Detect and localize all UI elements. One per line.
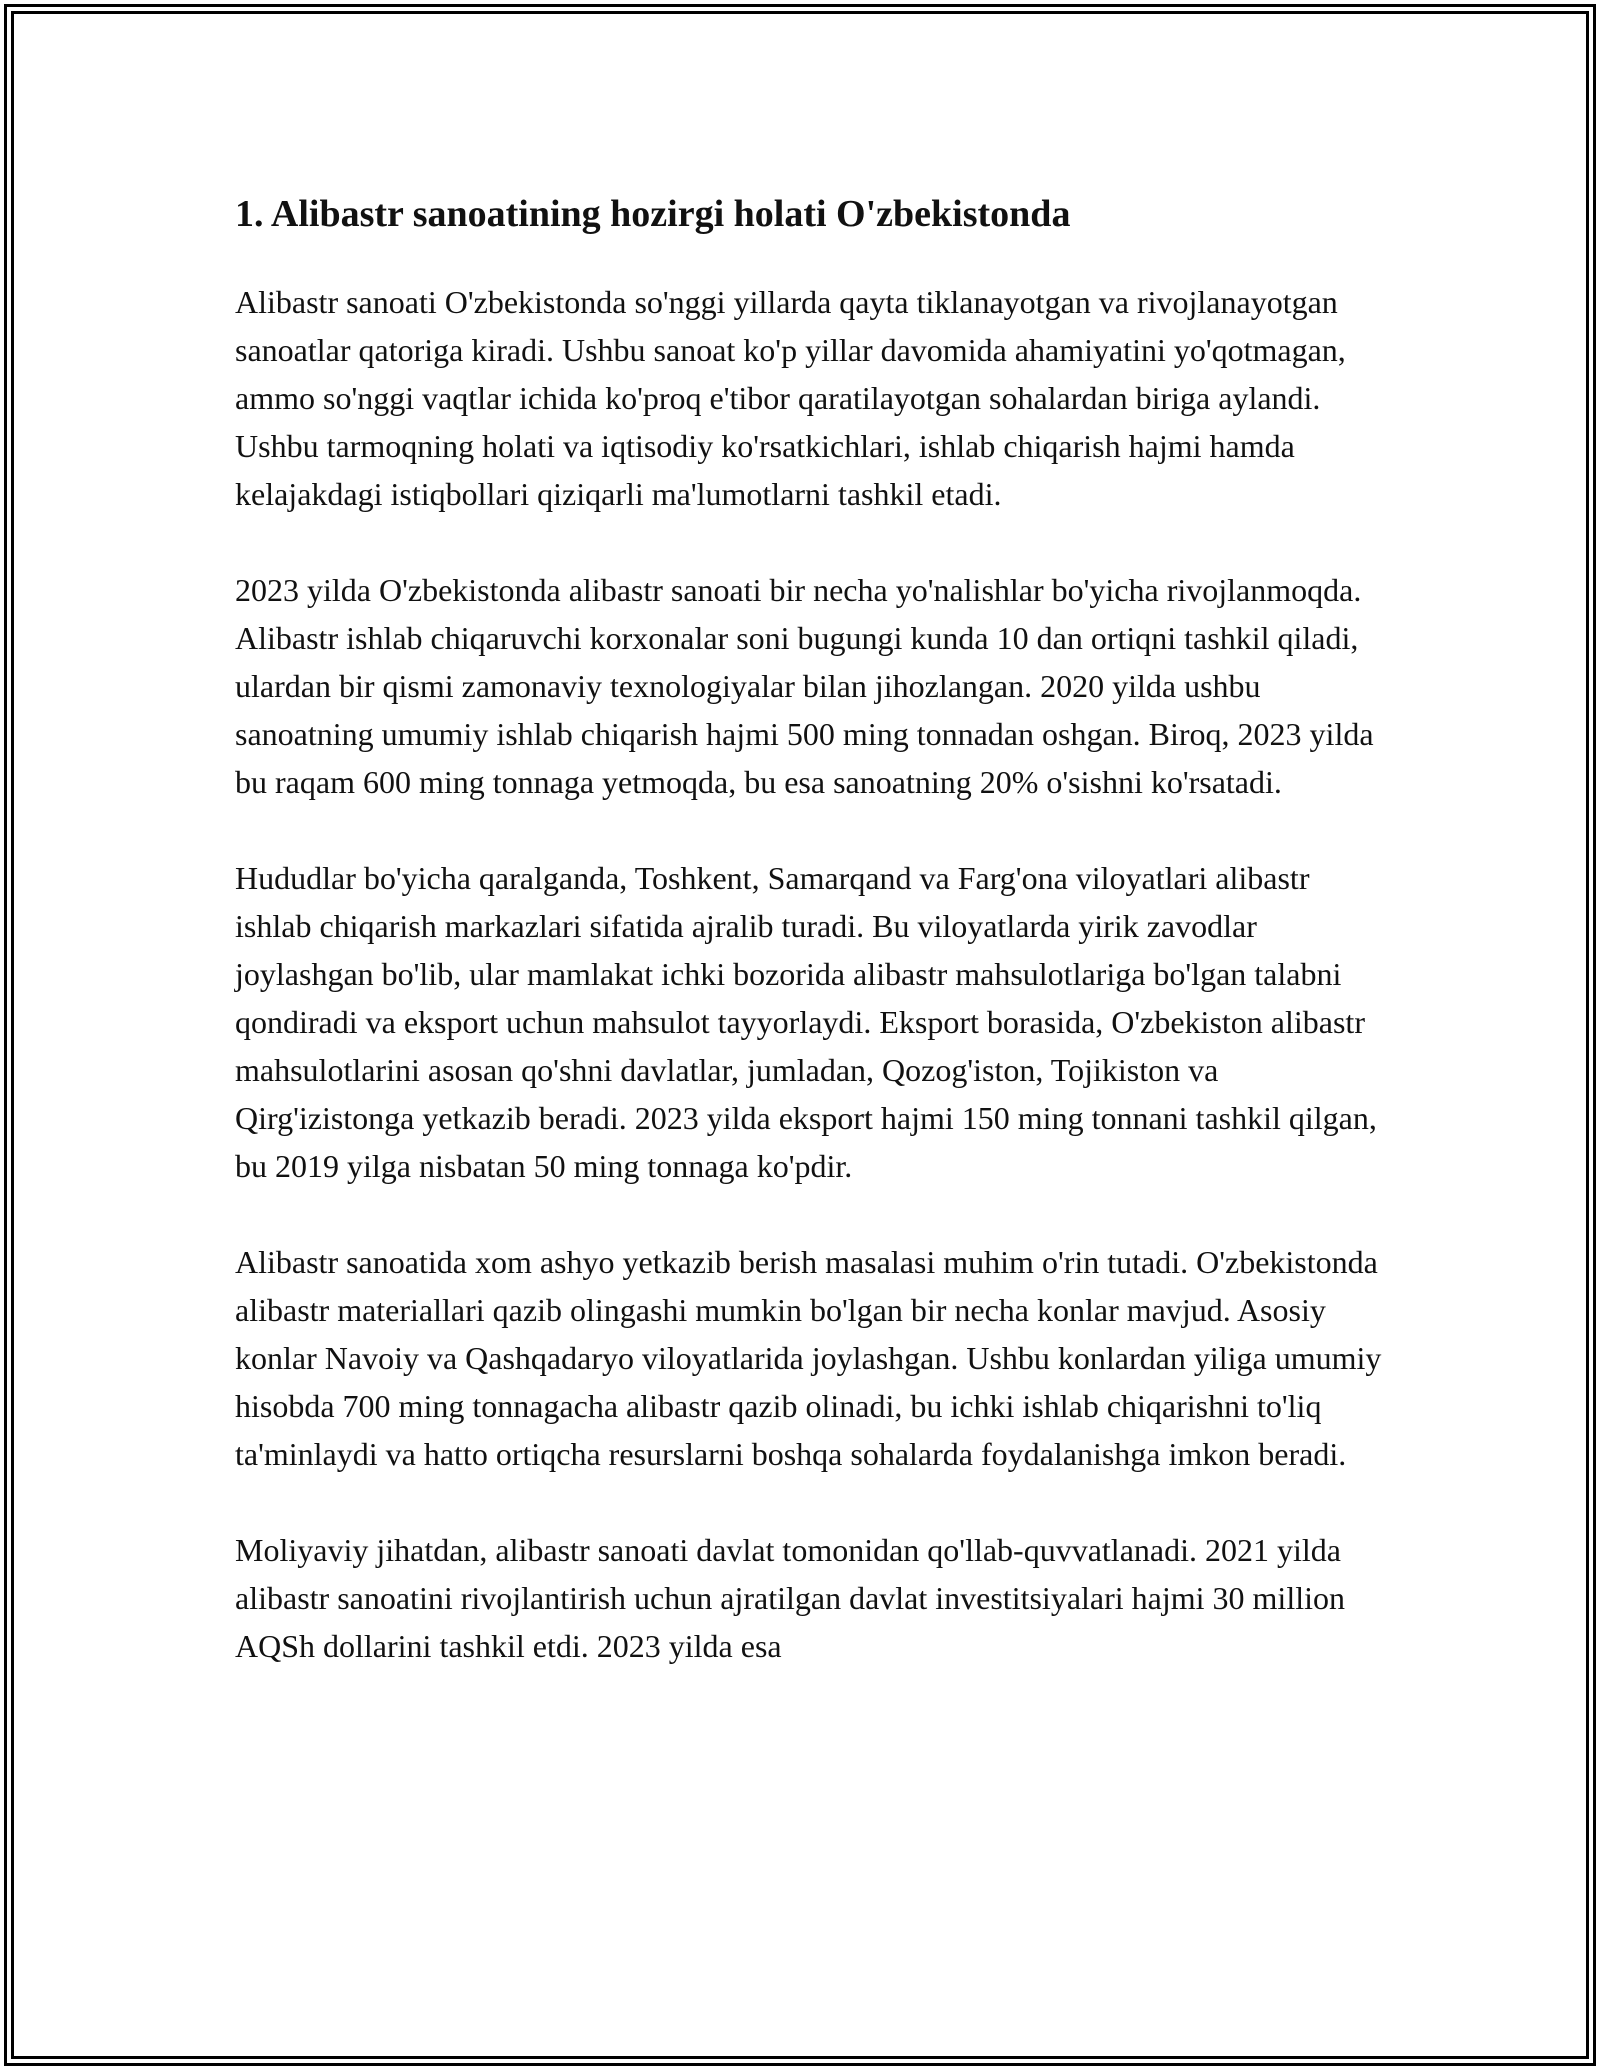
section-heading: 1. Alibastr sanoatining hozirgi holati O'zbekistonda [235,193,1071,235]
paragraph-5: Moliyaviy jihatdan, alibastr sanoati davlat tomonidan qo'llab-quvvatlanadi. 2021 yilda alibastr sanoatini rivojlantirish uchun ajratilgan davlat investitsiyalari hajmi 30 million AQSh dollarini tashkil etdi. 2023 yilda esa [235,1532,1345,1664]
paragraph-3: Hududlar bo'yicha qaralganda, Toshkent, Samarqand va Farg'ona viloyatlari alibastr ishlab chiqarish markazlari sifatida ajralib turadi. Bu viloyatlarda yirik zavodlar joylashgan bo'lib, ular mamlakat ichki bozorida alibastr mahsulotlariga bo'lgan talabni qondiradi va eksport uchun mahsulot tayyorlaydi. Eksport borasida, O'zbekiston alibastr mahsulotlarini asosan qo'shni davlatlar, jumladan, Qozog'iston, Tojikiston va Qirg'izistonga yetkazib beradi. 2023 yilda eksport hajmi 150 ming tonnani tashkil qilgan, bu 2019 yilga nisbatan 50 ming tonnaga ko'pdir. [235,860,1377,1184]
document-body [235,186,1385,1718]
paragraph-4: Alibastr sanoatida xom ashyo yetkazib berish masalasi muhim o'rin tutadi. O'zbekistonda alibastr materiallari qazib olingashi mumkin bo'lgan bir necha konlar mavjud. Asosiy konlar Navoiy va Qashqadaryo viloyatlarida joylashgan. Ushbu konlardan yiliga umumiy hisobda 700 ming tonnagacha alibastr qazib olinadi, bu ichki ishlab chiqarishni to'liq ta'minlaydi va hatto ortiqcha resurslarni boshqa sohalarda foydalanishga imkon beradi. [235,1244,1382,1472]
paragraph-1: Alibastr sanoati O'zbekistonda so'nggi yillarda qayta tiklanayotgan va rivojlanayotgan sanoatlar qatoriga kiradi. Ushbu sanoat ko'p yillar davomida ahamiyatini yo'qotmagan, ammo so'nggi vaqtlar ichida ko'proq e'tibor qaratilayotgan sohalardan biriga aylandi. Ushbu tarmoqning holati va iqtisodiy ko'rsatkichlari, ishlab chiqarish hajmi hamda kelajakdagi istiqbollari qiziqarli ma'lumotlarni tashkil etadi. [235,284,1346,512]
paragraph-2: 2023 yilda O'zbekistonda alibastr sanoati bir necha yo'nalishlar bo'yicha rivojlanmoqda. Alibastr ishlab chiqaruvchi korxonalar soni bugungi kunda 10 dan ortiqni tashkil qiladi, ulardan bir qismi zamonaviy texnologiyalar bilan jihozlangan. 2020 yilda ushbu sanoatning umumiy ishlab chiqarish hajmi 500 ming tonnadan oshgan. Biroq, 2023 yilda bu raqam 600 ming tonnaga yetmoqda, bu esa sanoatning 20% o'sishni ko'rsatadi. [235,572,1374,800]
